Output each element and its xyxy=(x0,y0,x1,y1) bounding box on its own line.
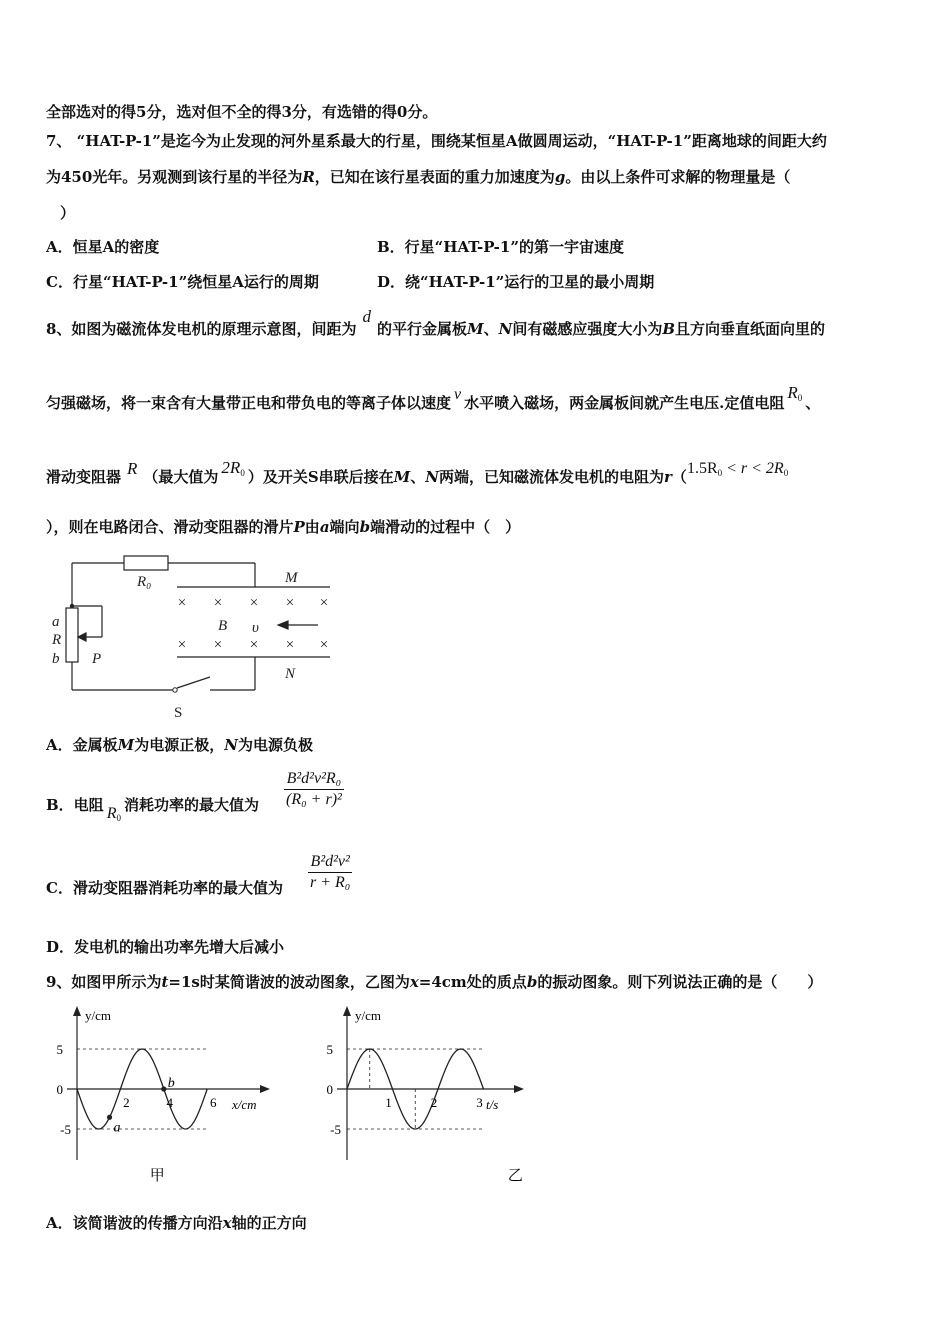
q9-var-b: b xyxy=(526,973,538,991)
q7-option-b[interactable]: B．行星“HAT-P-1”的第一宇宙速度 xyxy=(377,238,624,256)
q8-circuit-figure xyxy=(40,550,350,725)
fraction-denominator: r + R₀ xyxy=(310,874,351,891)
q8-var-R: R xyxy=(127,459,138,478)
point-label-b: b xyxy=(167,1076,175,1091)
q9-option-a[interactable] xyxy=(46,1212,307,1233)
field-cross: × xyxy=(249,637,259,653)
q9-option-a-text: A．该简谐波的传播方向沿 xyxy=(46,1214,223,1232)
q8-option-b[interactable] xyxy=(46,794,259,823)
fraction-numerator: B²d²v²R₀ xyxy=(286,770,342,787)
field-cross: × xyxy=(285,595,295,611)
y-tick-label: 0 xyxy=(56,1082,63,1097)
q8-var-M: M xyxy=(117,736,135,754)
q9-text: =1s时某简谐波的波动图象，乙图为 xyxy=(168,973,410,991)
label-N: N xyxy=(285,666,296,682)
q8-text: 匀强磁场，将一束含有大量带正电和带负电的等离子体以速度 xyxy=(46,394,452,412)
x-axis-arrow xyxy=(260,1085,270,1093)
q9-text: 9、如图甲所示为 xyxy=(46,973,162,991)
q8-stem-line2 xyxy=(46,383,821,413)
q8-condition-sub: 0 xyxy=(783,468,789,478)
q8-text: ），则在电路闭合、滑动变阻器的滑片 xyxy=(46,518,294,536)
label-S: S xyxy=(174,705,183,721)
q8-var-R0-letter: R xyxy=(787,383,798,402)
q8-option-a-text: A．金属板 xyxy=(46,736,118,754)
q8-option-b-R0 xyxy=(107,805,121,822)
point-label-a: a xyxy=(113,1120,121,1136)
y-tick-label: 0 xyxy=(326,1082,333,1097)
q8-text: 滑动变阻器 xyxy=(46,468,122,486)
q8-stem-line4 xyxy=(46,516,520,537)
q8-option-b-R0-sub: 0 xyxy=(116,813,121,823)
q8-option-b-text: B．电阻 xyxy=(46,796,104,814)
label-M: M xyxy=(285,570,298,586)
q8-text: 、 xyxy=(410,468,426,486)
y-axis-arrow xyxy=(343,1006,351,1016)
q8-var-N: N xyxy=(425,468,439,486)
q8-text: （最大值为 xyxy=(143,468,219,486)
chart-caption: 甲 xyxy=(149,1168,165,1184)
field-cross: × xyxy=(319,637,329,653)
y-tick-label: -5 xyxy=(330,1122,341,1137)
q7-stem-line2 xyxy=(46,166,790,187)
q9-text: 的振动图象。则下列说法正确的是（ ） xyxy=(537,973,823,991)
q8-var-a: a xyxy=(319,518,330,536)
x-tick-label: 4 xyxy=(166,1095,174,1110)
y-axis-label: y/cm xyxy=(355,1008,381,1023)
q8-option-b-R0-letter: R xyxy=(106,805,117,822)
q8-text: （ xyxy=(671,468,687,486)
x-axis-arrow xyxy=(514,1085,524,1093)
q7-var-g: g xyxy=(554,168,566,186)
q9-var-t: t xyxy=(161,973,169,991)
fraction-bar xyxy=(308,872,352,873)
q8-text: 间有磁感应强度大小为 xyxy=(512,320,663,338)
label-R0: R₀ xyxy=(137,574,152,590)
q8-option-c[interactable]: C．滑动变阻器消耗功率的最大值为 xyxy=(46,879,283,897)
q8-var-N: N xyxy=(498,320,513,338)
q8-text: ）及开关S串联后接在 xyxy=(247,468,394,486)
x-tick-label: 1 xyxy=(385,1095,392,1110)
field-cross: × xyxy=(319,595,329,611)
q8-var-N: N xyxy=(224,736,238,754)
q8-var-M: M xyxy=(393,468,411,486)
q8-text: 端向 xyxy=(329,518,360,536)
q8-option-a[interactable] xyxy=(46,734,313,755)
q8-var-B: B xyxy=(662,320,676,338)
q8-var-r: r xyxy=(664,468,672,486)
vibration-chart-yi xyxy=(310,1000,540,1190)
q8-var-R0-sub: 0 xyxy=(797,393,803,403)
q8-text: 由 xyxy=(304,518,320,536)
field-cross: × xyxy=(249,595,259,611)
q8-option-a-text: 为电源负极 xyxy=(237,736,313,754)
x-axis-label: t/s xyxy=(486,1097,499,1112)
x-tick-label: 3 xyxy=(476,1095,483,1110)
chart-caption: 乙 xyxy=(507,1168,523,1184)
label-v: υ xyxy=(252,620,259,636)
q8-stem-line1 xyxy=(46,307,826,339)
q9-option-a-text: 轴的正方向 xyxy=(231,1214,307,1232)
q8-var-M: M xyxy=(466,320,484,338)
field-cross: × xyxy=(213,595,223,611)
q7-var-R: R xyxy=(302,168,315,186)
q9-var-x: x xyxy=(409,973,419,991)
point-b xyxy=(161,1086,166,1091)
q8-text: 水平喷入磁场，两金属板间就产生电压.定值电阻 xyxy=(464,394,785,412)
q8-text: 两端，已知磁流体发电机的电阻为 xyxy=(439,468,665,486)
q8-option-a-text: 为电源正极， xyxy=(134,736,225,754)
q7-stem-line1: 7、 “HAT-P-1”是迄今为止发现的河外星系最大的行星，围绕某恒星A做圆周运动，“HAT-P-1”距离地球的间距大约 xyxy=(46,132,827,150)
x-tick-label: 2 xyxy=(430,1095,438,1110)
q8-text: 端滑动的过程中（ ） xyxy=(370,518,521,536)
q8-option-b-text: 消耗功率的最大值为 xyxy=(123,796,259,814)
q7-text: 。由以上条件可求解的物理量是（ xyxy=(565,168,791,186)
y-axis-arrow xyxy=(73,1006,81,1016)
y-tick-label: 5 xyxy=(56,1042,63,1057)
q8-condition-rhs: < r < 2R xyxy=(722,460,784,477)
x-tick-label: 6 xyxy=(209,1095,217,1110)
label-b: b xyxy=(52,651,60,667)
label-P: P xyxy=(92,651,102,667)
y-axis-label: y/cm xyxy=(85,1008,111,1023)
q7-text: 为450光年。另观测到该行星的半径为 xyxy=(46,168,303,186)
q8-var-R0 xyxy=(787,383,802,402)
q8-stem-line3 xyxy=(46,458,789,487)
label-R: R xyxy=(52,632,62,648)
q9-option-a-var-x: x xyxy=(222,1214,232,1232)
q8-text: 且方向垂直纸面向里的 xyxy=(675,320,826,338)
q7-stem-line3: ） xyxy=(60,204,76,222)
x-axis-label: x/cm xyxy=(232,1097,257,1112)
field-cross: × xyxy=(177,595,187,611)
field-cross: × xyxy=(213,637,223,653)
q9-text: =4cm处的质点 xyxy=(418,973,527,991)
q8-option-b-fraction xyxy=(284,770,344,809)
q8-condition-sub: 0 xyxy=(717,468,723,478)
fraction-denominator: (R₀ + r)² xyxy=(286,791,342,808)
q7-option-c[interactable]: C．行星“HAT-P-1”绕恒星A运行的周期 xyxy=(46,273,319,291)
y-tick-label: 5 xyxy=(326,1042,333,1057)
q8-text: 、 xyxy=(483,320,499,338)
q8-var-2R0 xyxy=(221,458,244,477)
label-a: a xyxy=(52,614,60,630)
field-cross: × xyxy=(285,637,295,653)
q8-condition xyxy=(687,460,788,477)
q8-option-c-fraction xyxy=(308,853,352,892)
q8-var-2R0-sub: 0 xyxy=(240,468,245,478)
q7-text: ，已知在该行星表面的重力加速度为 xyxy=(314,168,555,186)
q8-var-v: v xyxy=(454,386,462,403)
fraction-numerator: B²d²v² xyxy=(310,853,350,870)
q7-option-a[interactable]: A．恒星A的密度 xyxy=(46,238,160,256)
q8-var-P: P xyxy=(293,518,305,536)
field-cross: × xyxy=(177,637,187,653)
point-a xyxy=(107,1115,112,1120)
x-tick-label: 2 xyxy=(123,1095,130,1110)
q8-condition-lhs: 1.5R xyxy=(686,460,718,477)
wave-chart-jia xyxy=(40,1000,290,1190)
q9-stem xyxy=(46,971,822,992)
q7-option-d[interactable]: D．绕“HAT-P-1”运行的卫星的最小周期 xyxy=(377,273,655,291)
q8-text: 8、如图为磁流体发电机的原理示意图，间距为 xyxy=(46,320,357,338)
q8-var-2R0-text: 2R xyxy=(221,458,241,477)
label-B: B xyxy=(218,618,228,634)
q8-text: 的平行金属板 xyxy=(376,320,467,338)
y-tick-label: -5 xyxy=(60,1122,71,1137)
q8-text: 、 xyxy=(805,394,821,412)
instruction-text: 全部选对的得5分，选对但不全的得3分，有选错的得0分。 xyxy=(46,103,438,121)
q8-var-d: d xyxy=(362,307,371,326)
fraction-bar xyxy=(284,789,344,790)
q8-var-b: b xyxy=(359,518,371,536)
q8-option-d[interactable]: D．发电机的输出功率先增大后减小 xyxy=(46,938,285,956)
